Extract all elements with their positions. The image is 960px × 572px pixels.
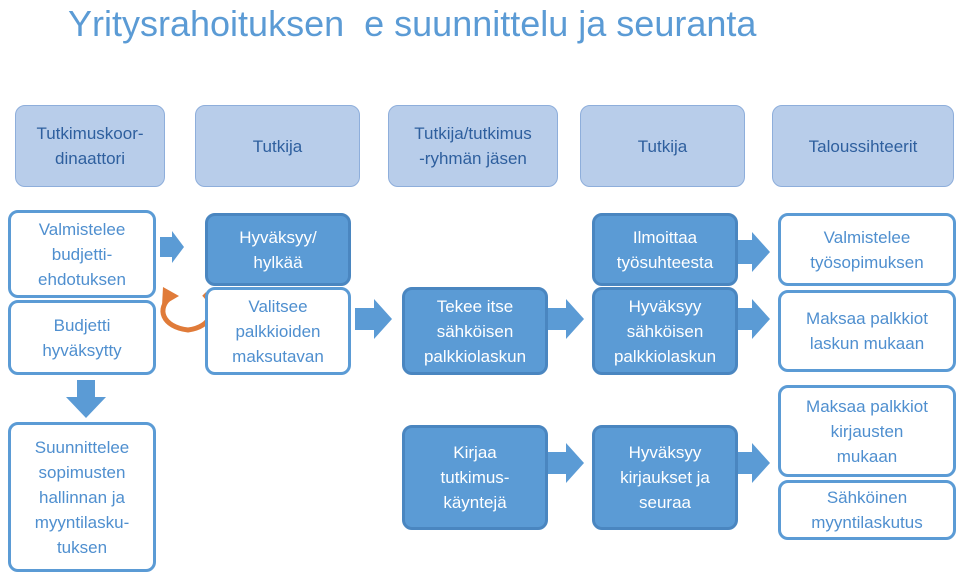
step-label: Maksaa palkkiot kirjausten mukaan bbox=[806, 396, 928, 466]
step-label: Suunnittelee sopimusten hallinnan ja myyntilasku- tuksen bbox=[34, 437, 130, 557]
arrow-right-icon bbox=[160, 231, 184, 263]
step-label: Ilmoittaa työsuhteesta bbox=[616, 227, 714, 272]
step-label: Valitsee palkkioiden maksutavan bbox=[232, 296, 324, 366]
step-budjetti-hyvaksytty bbox=[8, 300, 156, 375]
arrow-right-icon bbox=[738, 299, 770, 339]
arrow-right-icon bbox=[738, 232, 770, 272]
page-title: Yritysrahoituksen e suunnittelu ja seuranta bbox=[68, 3, 757, 44]
step-maksaa-palkkiot-laskun-mukaan bbox=[778, 290, 956, 372]
arrow-head-icon bbox=[162, 287, 179, 306]
step-valitsee-maksutavan bbox=[205, 287, 351, 375]
arrow-right-icon bbox=[548, 443, 584, 483]
step-label: Hyväksyy/ hylkää bbox=[239, 227, 317, 272]
arrow-right-icon bbox=[548, 299, 584, 339]
step-valmistelee-tyosopimuksen bbox=[778, 213, 956, 286]
arrow-right-icon bbox=[355, 299, 392, 339]
step-kirjaa-tutkimuskaynteja bbox=[402, 425, 548, 530]
step-label: Tekee itse sähköisen palkkiolaskun bbox=[423, 296, 527, 366]
step-valmistelee-budjettiehdotuksen bbox=[8, 210, 156, 298]
step-hyvaksyy-kirjaukset bbox=[592, 425, 738, 530]
step-label: Valmistelee työsopimuksen bbox=[810, 227, 924, 272]
step-hyvaksyy-palkkiolaskun bbox=[592, 287, 738, 375]
step-ilmoittaa-tyosuhteesta bbox=[592, 213, 738, 286]
arrow-right-icon bbox=[738, 443, 770, 483]
role-label: Tutkija/tutkimus -ryhmän jäsen bbox=[414, 124, 532, 168]
step-maksaa-palkkiot-kirjausten-mukaan bbox=[778, 385, 956, 477]
step-label: Hyväksyy kirjaukset ja seuraa bbox=[620, 443, 710, 512]
arrow-down-icon bbox=[66, 380, 106, 418]
step-sahkoinen-myyntilaskutus bbox=[778, 480, 956, 540]
step-label: Hyväksyy sähköisen palkkiolaskun bbox=[613, 296, 717, 366]
step-tekee-itse-palkkiolaskun bbox=[402, 287, 548, 375]
step-label: Budjetti hyväksytty bbox=[42, 315, 122, 360]
role-label: Tutkija bbox=[637, 136, 688, 156]
role-label: Tutkimuskoor- dinaattori bbox=[36, 124, 144, 168]
step-label: Maksaa palkkiot laskun mukaan bbox=[806, 309, 928, 353]
step-label: Valmistelee budjetti- ehdotuksen bbox=[38, 219, 126, 289]
step-label: Sähköinen myyntilaskutus bbox=[811, 488, 923, 532]
step-label: Kirjaa tutkimus- käyntejä bbox=[440, 443, 510, 512]
role-label: Taloussihteerit bbox=[808, 136, 918, 156]
role-label: Tutkija bbox=[252, 136, 303, 156]
step-suunnittelee-sopimusten-hallinnan bbox=[8, 422, 156, 572]
step-hyvaksyy-hylkaa bbox=[205, 213, 351, 286]
